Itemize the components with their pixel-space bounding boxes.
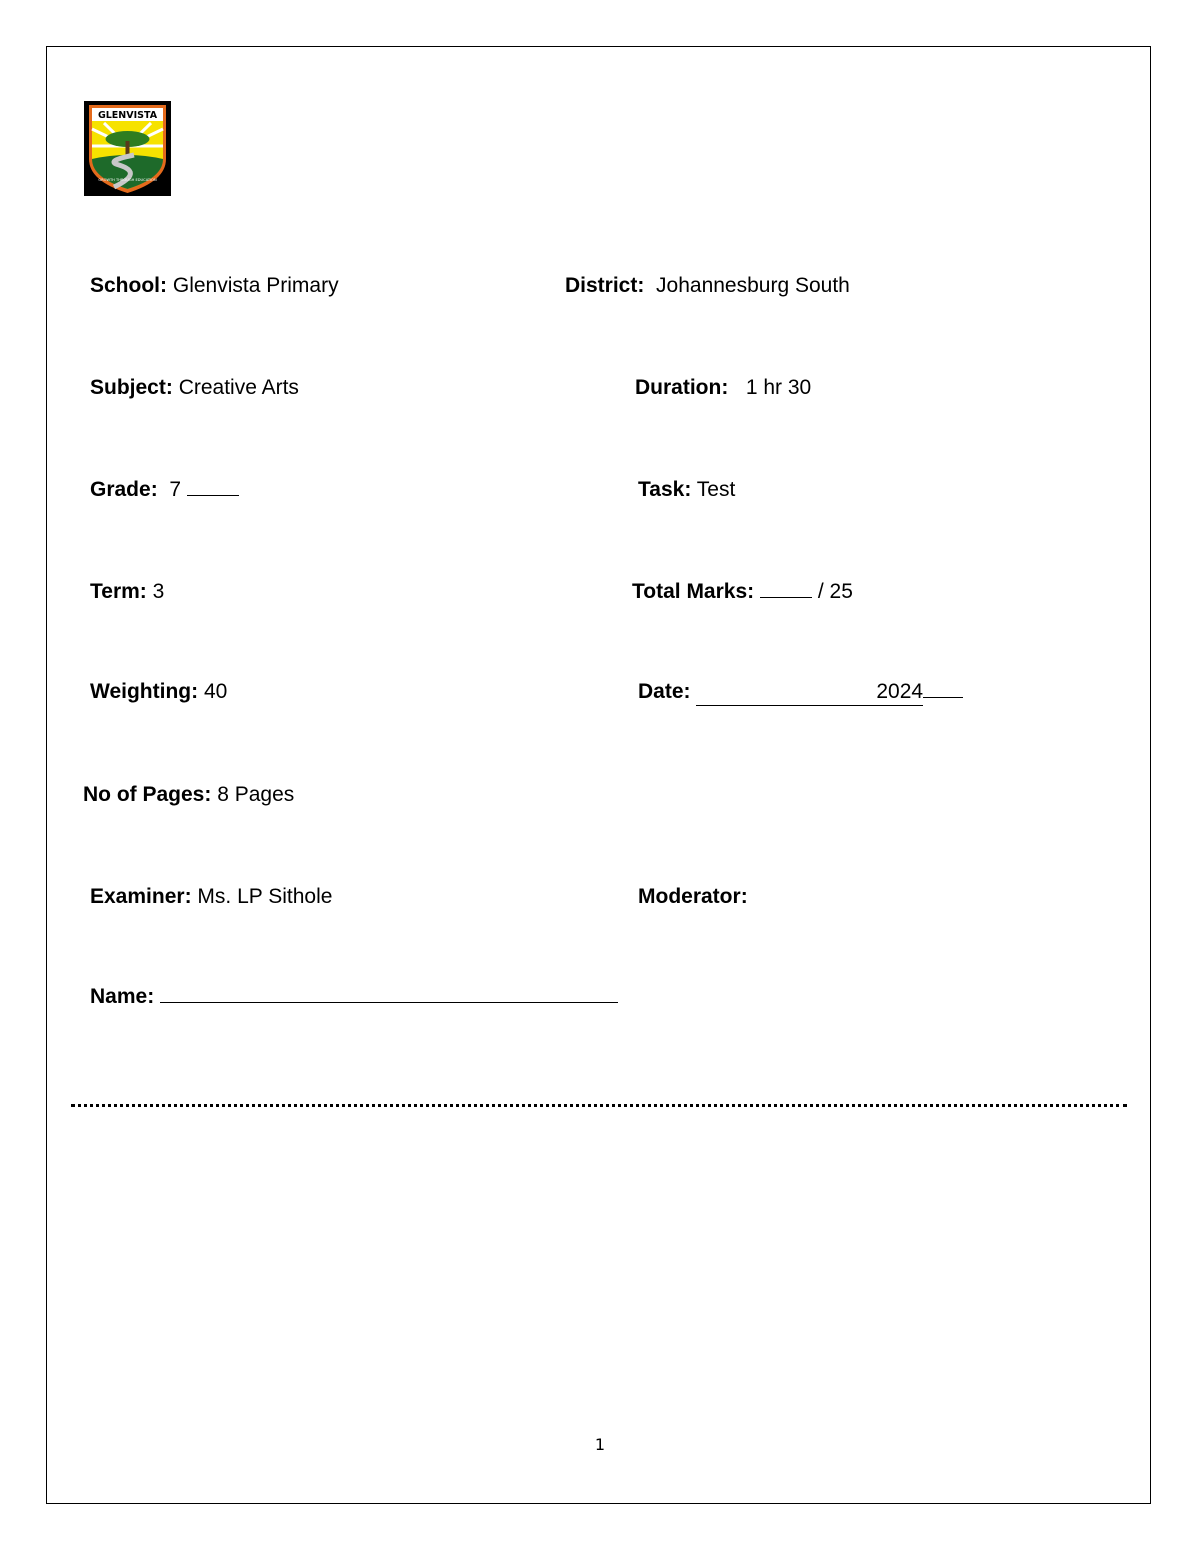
examiner-label: Examiner (90, 885, 185, 908)
dotted-divider (71, 1104, 1127, 1107)
grade-blank-line[interactable] (187, 477, 239, 496)
date-tail-line (923, 679, 963, 698)
date-label: Date (638, 680, 684, 703)
subject-label: Subject (90, 376, 166, 399)
duration-label: Duration (635, 376, 722, 399)
date-value: 2024 (876, 680, 924, 703)
subject-value: Creative Arts (178, 376, 299, 399)
examiner-value: Ms. LP Sithole (197, 885, 333, 908)
pages-field: No of Pages: 8 Pages (83, 783, 295, 806)
pages-label: No of Pages (83, 783, 205, 806)
total-marks-label: Total Marks (632, 580, 748, 603)
total-marks-blank-line[interactable] (760, 579, 812, 598)
term-label: Term (90, 580, 140, 603)
date-line[interactable] (696, 679, 923, 706)
crest-name-text: GLENVISTA (97, 110, 158, 121)
duration-value: 1 hr 30 (745, 376, 812, 399)
weighting-field: Weighting: 40 (90, 680, 228, 703)
name-field: Name: (90, 984, 618, 1010)
grade-value: 7 (169, 478, 182, 501)
task-field: Task: Test (638, 478, 736, 501)
duration-field: Duration: 1 hr 30 (635, 376, 812, 399)
task-value: Test (696, 478, 736, 501)
pages-value: 8 Pages (217, 783, 295, 806)
page-number: 1 (594, 1435, 606, 1454)
total-marks-value: / 25 (817, 580, 853, 603)
term-value: 3 (152, 580, 165, 603)
weighting-label: Weighting (90, 680, 192, 703)
grade-label: Grade (90, 478, 151, 501)
date-field: Date: 2024 (638, 679, 963, 706)
task-label: Task (638, 478, 685, 501)
name-label: Name (90, 985, 148, 1008)
weighting-value: 40 (203, 680, 228, 703)
district-label: District (565, 274, 638, 297)
school-crest-logo (84, 101, 171, 196)
school-field: School: Glenvista Primary (90, 274, 339, 297)
district-field: District: Johannesburg South (565, 274, 850, 297)
crest-motto-text: GROWTH THROUGH EDUCATION (98, 178, 157, 182)
school-value: Glenvista Primary (172, 274, 339, 297)
examiner-field: Examiner: Ms. LP Sithole (90, 885, 333, 908)
moderator-label: Moderator (638, 885, 741, 908)
grade-field: Grade: 7 (90, 477, 239, 503)
district-value: Johannesburg South (656, 274, 850, 297)
name-blank-line[interactable] (160, 984, 618, 1003)
moderator-field: Moderator: (638, 885, 748, 908)
page-border (46, 46, 1151, 1504)
subject-field: Subject: Creative Arts (90, 376, 299, 399)
school-label: School (90, 274, 161, 297)
term-field: Term: 3 (90, 580, 165, 603)
total-marks-field: Total Marks: / 25 (632, 580, 853, 603)
